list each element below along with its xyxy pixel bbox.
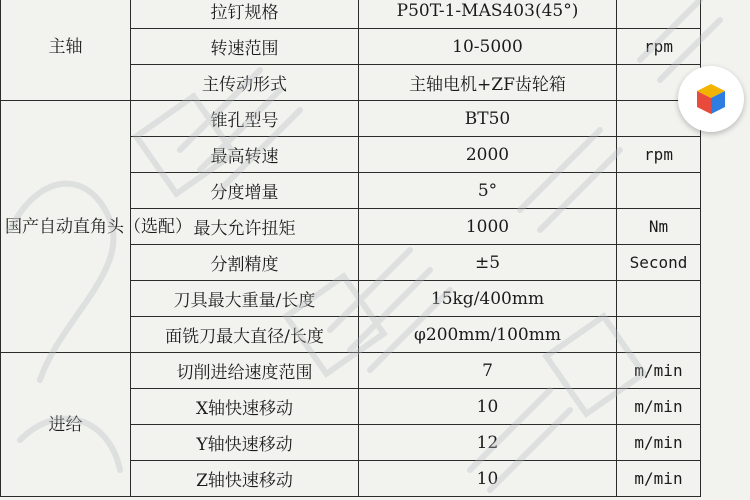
table-row [1,101,701,137]
row-value: 10 [359,461,617,497]
row-item: 面铣刀最大直径/长度 [131,317,359,353]
row-value: BT50 [359,101,617,137]
row-item: 切削进给速度范围 [131,353,359,389]
row-unit [617,0,701,29]
group-title-spindle: 主轴 [1,0,131,101]
row-unit [617,281,701,317]
row-item: 锥孔型号 [131,101,359,137]
row-unit: m/min [617,389,701,425]
row-value: 主轴电机+ZF齿轮箱 [359,65,617,101]
row-unit: rpm [617,137,701,173]
row-value: 12 [359,425,617,461]
row-item: 分割精度 [131,245,359,281]
group-title-feed: 进给 [1,353,131,497]
row-item: 最大允许扭矩 [131,209,359,245]
row-item: 主传动形式 [131,65,359,101]
row-value: ±5 [359,245,617,281]
floating-app-button[interactable] [678,66,744,132]
row-unit: rpm [617,29,701,65]
table-row [1,0,701,29]
row-value: 10 [359,389,617,425]
row-value: φ200mm/100mm [359,317,617,353]
row-value: 5° [359,173,617,209]
row-value: P50T-1-MAS403(45°) [359,0,617,29]
row-item: X轴快速移动 [131,389,359,425]
row-value: 15kg/400mm [359,281,617,317]
row-item: Z轴快速移动 [131,461,359,497]
row-unit: m/min [617,425,701,461]
row-item: 最高转速 [131,137,359,173]
row-value: 1000 [359,209,617,245]
row-item: Y轴快速移动 [131,425,359,461]
row-value: 10-5000 [359,29,617,65]
row-value: 7 [359,353,617,389]
row-unit [617,317,701,353]
row-item: 拉钉规格 [131,0,359,29]
row-unit: m/min [617,461,701,497]
row-item: 分度增量 [131,173,359,209]
row-value: 2000 [359,137,617,173]
cube-app-icon [694,81,728,117]
row-unit [617,173,701,209]
row-unit: Second [617,245,701,281]
row-item: 转速范围 [131,29,359,65]
row-unit: m/min [617,353,701,389]
row-item: 刀具最大重量/长度 [131,281,359,317]
group-title-right-angle-head: 国产自动直角头（选配） [1,101,131,353]
table-row [1,353,701,389]
row-unit: Nm [617,209,701,245]
